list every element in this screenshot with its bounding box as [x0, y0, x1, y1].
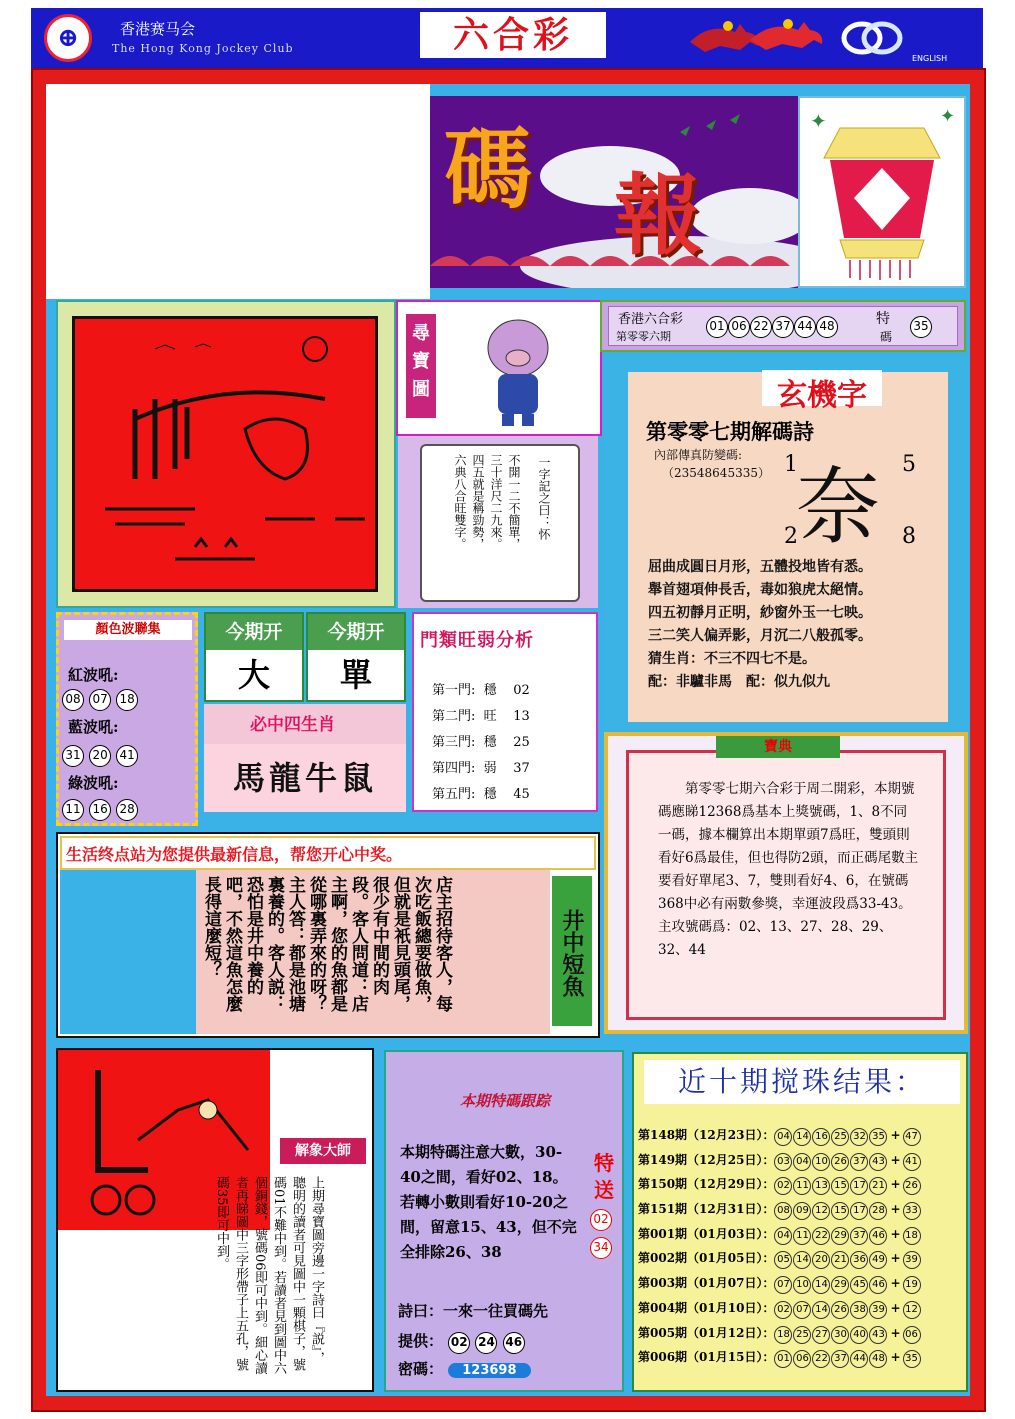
result-ball: 36 — [850, 1251, 868, 1269]
result-ball: 29 — [831, 1227, 849, 1245]
riddle-character: 奈 — [796, 458, 881, 556]
zodiac-value: 馬龍牛鼠 — [204, 744, 406, 812]
result-ball: 40 — [850, 1326, 868, 1344]
last-draw-balls — [706, 315, 838, 338]
life-side-block — [60, 870, 196, 1034]
result-ball: 21 — [869, 1177, 887, 1195]
result-ball: 14 — [793, 1128, 811, 1146]
last-draw-period: 第零零六期 — [616, 330, 671, 343]
interpretation-title: 解象大師 — [280, 1138, 366, 1164]
result-ball: 06 — [793, 1350, 811, 1368]
scroll-line-2: 不開一二不簡單， — [507, 454, 521, 550]
result-ball: 15 — [831, 1177, 849, 1195]
plus-sign: + — [890, 1177, 901, 1192]
result-special-ball: 47 — [903, 1128, 921, 1146]
gift-label: 特 送 — [594, 1151, 614, 1202]
result-ball: 17 — [850, 1202, 868, 1220]
xuanji-subtitle: 第零零七期解碼詩 — [646, 419, 814, 444]
result-special-ball: 41 — [903, 1153, 921, 1171]
result-ball: 04 — [774, 1227, 792, 1245]
special-tracking-text: 本期特碼注意大數，30-40之間，看好02、18。若轉小數則看好10-20之間，留意15、43，但不完全排除26、38 — [400, 1143, 577, 1261]
today-label: 今期开 — [206, 614, 302, 650]
result-ball: 43 — [869, 1153, 887, 1171]
draw-ball: 44 — [794, 316, 816, 338]
special-label-ma: 碼 — [880, 330, 893, 344]
gate-analysis-title: 門類旺弱分析 — [420, 630, 534, 651]
green-wave-balls — [62, 798, 138, 821]
result-special-ball: 33 — [903, 1202, 921, 1220]
draw-ball: 37 — [772, 316, 794, 338]
lantern-panel — [798, 96, 966, 288]
last-draw-label: 香港六合彩 — [618, 312, 684, 327]
result-ball: 14 — [812, 1301, 830, 1319]
jockey-club-logo-icon[interactable]: ⊕ — [44, 14, 92, 62]
result-ball: 11 — [793, 1177, 811, 1195]
joke-title: 井中短魚 — [552, 876, 592, 1026]
poem-line: 四五初靜月正明，紗窗外玉一七映。 — [648, 605, 872, 621]
poem-line: 舉首翅項伸長舌，毒如狼虎太絕情。 — [648, 582, 872, 598]
header-cn-name: 香港赛马会 — [120, 20, 196, 38]
result-ball: 10 — [793, 1276, 811, 1294]
blue-wave-balls — [62, 744, 138, 767]
result-special-ball: 06 — [903, 1326, 921, 1344]
result-special-ball: 39 — [903, 1251, 921, 1269]
provide-row: 提供： 02 24 46 — [398, 1330, 525, 1354]
poem-line: 猜生肖：不三不四七不是。 — [648, 651, 816, 667]
result-ball: 46 — [869, 1276, 887, 1294]
result-ball: 02 — [774, 1301, 792, 1319]
blank-panel — [46, 84, 430, 299]
result-ball: 15 — [831, 1202, 849, 1220]
red-ball: 18 — [116, 689, 138, 711]
result-ball: 37 — [831, 1350, 849, 1368]
green-wave-label: 綠波吼: — [68, 774, 119, 792]
list-item: 第006期（01月15日）： 01 06 22 37 44 48 + 35 — [638, 1348, 964, 1373]
list-item: 第001期（01月03日）： 04 11 22 29 37 46 + 18 — [638, 1225, 964, 1250]
color-wave-title: 顏色波聯集 — [64, 620, 192, 640]
draw-ball: 48 — [816, 316, 838, 338]
result-ball: 48 — [869, 1350, 887, 1368]
special-ball: 35 — [910, 316, 932, 338]
bao-dian-title: 寶典 — [716, 736, 840, 758]
list-item: 第148期（12月23日）： 04 14 16 25 32 35 + 47 — [638, 1126, 964, 1151]
result-ball: 16 — [812, 1128, 830, 1146]
header-en-name: The Hong Kong Jockey Club — [112, 42, 294, 55]
riddle-poem — [648, 556, 948, 694]
result-ball: 08 — [774, 1202, 792, 1220]
result-ball: 37 — [850, 1153, 868, 1171]
plus-sign: + — [890, 1251, 901, 1266]
result-ball: 14 — [812, 1276, 830, 1294]
result-ball: 05 — [774, 1251, 792, 1269]
svg-text:✦: ✦ — [940, 106, 956, 127]
treasure-map-title: 尋寶圖 — [406, 314, 436, 418]
treasure-map-image[interactable] — [72, 316, 378, 592]
result-ball: 26 — [831, 1153, 849, 1171]
poem-line: 屈曲成圓日月形，五體投地皆有悉。 — [648, 559, 872, 575]
plus-sign: + — [890, 1325, 901, 1340]
joke-text: 店主招待客人，每次吃飯總要做魚，但就是衹見頭尾，很少有中間的肉段。客人問道：店主啊，您的魚都是從哪裏弄來的呀？主人答：都是池塘裏養的。客人説：恐怕是井中養的吧，不然這魚怎麼長得這麼短？ — [201, 876, 452, 1012]
result-special-ball: 12 — [903, 1301, 921, 1319]
result-special-ball: 18 — [903, 1227, 921, 1245]
special-label-te: 特 — [876, 311, 890, 327]
poem-line: 配：非驢非馬 配：似九似九 — [648, 674, 830, 690]
scroll-line-4: 四五就是稱勁勢， — [471, 454, 485, 550]
red-ball: 08 — [62, 689, 84, 711]
green-ball: 11 — [62, 799, 84, 821]
draw-ball: 06 — [728, 316, 750, 338]
result-ball: 44 — [850, 1350, 868, 1368]
xuanji-title: 玄機字 — [762, 370, 882, 406]
red-wave-label: 紅波吼: — [68, 666, 119, 684]
result-ball: 18 — [774, 1326, 792, 1344]
blue-ball: 41 — [116, 745, 138, 767]
scroll-line-5: 六典八合旺雙字。 — [453, 454, 467, 550]
today-value: 大 — [237, 656, 270, 694]
plus-sign: + — [890, 1202, 901, 1217]
recent-results-list — [638, 1126, 964, 1373]
result-ball: 03 — [774, 1153, 792, 1171]
green-ball: 28 — [116, 799, 138, 821]
blue-wave-label: 藍波吼: — [68, 718, 119, 736]
result-ball: 11 — [793, 1227, 811, 1245]
result-ball: 26 — [831, 1301, 849, 1319]
table-row: 第四門: 弱 37 — [432, 761, 530, 776]
draw-ball: 22 — [750, 316, 772, 338]
table-row: 第二門: 旺 13 — [432, 709, 530, 724]
riddle-digit-8: 8 — [902, 524, 916, 549]
special-tracking-title: 本期特碼跟踪 — [459, 1092, 550, 1110]
result-ball: 20 — [812, 1251, 830, 1269]
result-ball: 25 — [793, 1326, 811, 1344]
provide-ball: 46 — [503, 1332, 525, 1354]
scroll-line-3: 三十洋尺二九來。 — [489, 454, 503, 550]
list-item: 第004期（01月10日）： 02 07 14 26 38 39 + 12 — [638, 1299, 964, 1324]
result-ball: 01 — [774, 1350, 792, 1368]
green-ball: 16 — [89, 799, 111, 821]
red-wave-balls — [62, 688, 138, 711]
result-ball: 46 — [869, 1227, 887, 1245]
today-odd-even — [306, 612, 406, 702]
list-item: 第149期（12月25日）： 03 04 10 26 37 43 + 41 — [638, 1151, 964, 1176]
result-ball: 28 — [869, 1202, 887, 1220]
result-ball: 12 — [812, 1202, 830, 1220]
list-item: 第002期（01月05日）： 05 14 20 21 36 49 + 39 — [638, 1249, 964, 1274]
result-special-ball: 35 — [903, 1350, 921, 1368]
mabao-banner — [430, 96, 798, 288]
result-ball: 29 — [831, 1276, 849, 1294]
svg-text:✦: ✦ — [810, 109, 827, 133]
result-ball: 25 — [831, 1128, 849, 1146]
today-label: 今期开 — [308, 614, 404, 650]
list-item: 第003期（01月07日）： 07 10 14 29 45 46 + 19 — [638, 1274, 964, 1299]
life-station-title: 生活终点站为您提供最新信息，帮您开心中奖。 — [66, 845, 403, 864]
poem-line-tema: 詩曰：一來一往買碼先 — [398, 1302, 549, 1320]
poem-line: 三二笑人偏弄影，月沉二八般孤零。 — [648, 628, 872, 644]
result-ball: 10 — [812, 1153, 830, 1171]
bao-dian-text: 第零零七期六合彩于周二開彩，本期號碼應睇12368爲基本上獎號碼，1、8不同一碼，據本欄算出本期單頭7爲旺，雙頭則看好6爲最佳，但也得防2頭，而正碼尾數主要看好單尾3、7，雙則看好4、6，在號碼368中必有兩數參獎，幸運波段爲33-43。主攻號碼爲：02、13、27、28、29、32、44 — [658, 781, 919, 958]
result-ball: 49 — [869, 1251, 887, 1269]
result-ball: 17 — [850, 1177, 868, 1195]
fax-note: 內部傳真防變碼: — [654, 448, 743, 462]
result-ball: 14 — [793, 1251, 811, 1269]
zodiac-title: 必中四生肖 — [250, 715, 335, 735]
today-value: 單 — [339, 656, 372, 694]
english-link[interactable]: ENGLISH — [912, 54, 948, 63]
table-row: 第五門: 穩 45 — [432, 787, 530, 802]
plus-sign: + — [890, 1226, 901, 1241]
result-ball: 22 — [812, 1350, 830, 1368]
result-ball: 38 — [850, 1301, 868, 1319]
racing-horses-icon — [680, 12, 830, 58]
table-row: 第三門: 穩 25 — [432, 735, 530, 750]
blue-ball: 31 — [62, 745, 84, 767]
result-special-ball: 26 — [903, 1177, 921, 1195]
list-item: 第005期（01月12日）： 18 25 27 30 40 43 + 06 — [638, 1324, 964, 1349]
result-ball: 09 — [793, 1202, 811, 1220]
pig-mascot-icon — [458, 308, 578, 428]
riddle-digit-2: 2 — [784, 524, 798, 549]
banner-char-ma: 碼 — [444, 117, 533, 221]
result-ball: 02 — [774, 1177, 792, 1195]
result-ball: 04 — [774, 1128, 792, 1146]
gift-ball: 02 — [590, 1209, 612, 1231]
provide-ball: 24 — [475, 1332, 497, 1354]
plus-sign: + — [890, 1350, 901, 1365]
code-badge: 123698 — [448, 1363, 530, 1378]
riddle-digit-1: 1 — [784, 452, 798, 477]
result-ball: 27 — [812, 1326, 830, 1344]
scroll-paper — [420, 444, 580, 602]
lantern-icon — [800, 98, 964, 286]
plus-sign: + — [890, 1276, 901, 1291]
list-item: 第151期（12月31日）： 08 09 12 15 17 28 + 33 — [638, 1200, 964, 1225]
result-ball: 32 — [850, 1128, 868, 1146]
fax-number: （23548645335） — [662, 466, 770, 480]
result-ball: 37 — [850, 1227, 868, 1245]
page-title: 六合彩 — [420, 12, 606, 58]
result-ball: 22 — [812, 1227, 830, 1245]
treasure-drawing — [75, 319, 375, 589]
draw-ball: 01 — [706, 316, 728, 338]
gift-balls — [590, 1208, 612, 1259]
today-big-small — [204, 612, 304, 702]
result-ball: 07 — [793, 1301, 811, 1319]
gate-analysis-table — [432, 678, 572, 808]
result-ball: 30 — [831, 1326, 849, 1344]
result-ball: 13 — [812, 1177, 830, 1195]
plus-sign: + — [890, 1128, 901, 1142]
banner-char-bao: 報 — [614, 163, 703, 267]
list-item: 第150期（12月29日）： 02 11 13 15 17 21 + 26 — [638, 1175, 964, 1200]
recent-results-title: 近十期搅珠结果： — [644, 1060, 960, 1104]
result-special-ball: 19 — [903, 1276, 921, 1294]
result-ball: 35 — [869, 1128, 887, 1146]
plus-sign: + — [890, 1152, 901, 1167]
result-ball: 07 — [774, 1276, 792, 1294]
gift-ball: 34 — [590, 1237, 612, 1259]
interpretation-text: 上期尋寶圖旁邊一字詩曰『説』，聰明的讀者可見圖中一顆棋子，號碼01不難中到。若讀者見到圖中六個銅錢，號碼06即可中到。細心讀者再睇圖中三字形帶子上五孔，號碼35即可中到。 — [214, 1176, 324, 1375]
lottery-rings-icon[interactable] — [836, 20, 908, 56]
result-ball: 21 — [831, 1251, 849, 1269]
riddle-digit-5: 5 — [902, 452, 916, 477]
scroll-line-1: 一字記之曰：怀 — [537, 456, 551, 540]
provide-ball: 02 — [448, 1332, 470, 1354]
table-row: 第一門: 穩 02 — [432, 683, 530, 698]
code-row: 密碼： 123698 — [398, 1358, 531, 1379]
result-ball: 04 — [793, 1153, 811, 1171]
red-ball: 07 — [89, 689, 111, 711]
result-ball: 45 — [850, 1276, 868, 1294]
plus-sign: + — [890, 1300, 901, 1315]
blue-ball: 20 — [89, 745, 111, 767]
result-ball: 43 — [869, 1326, 887, 1344]
result-ball: 39 — [869, 1301, 887, 1319]
